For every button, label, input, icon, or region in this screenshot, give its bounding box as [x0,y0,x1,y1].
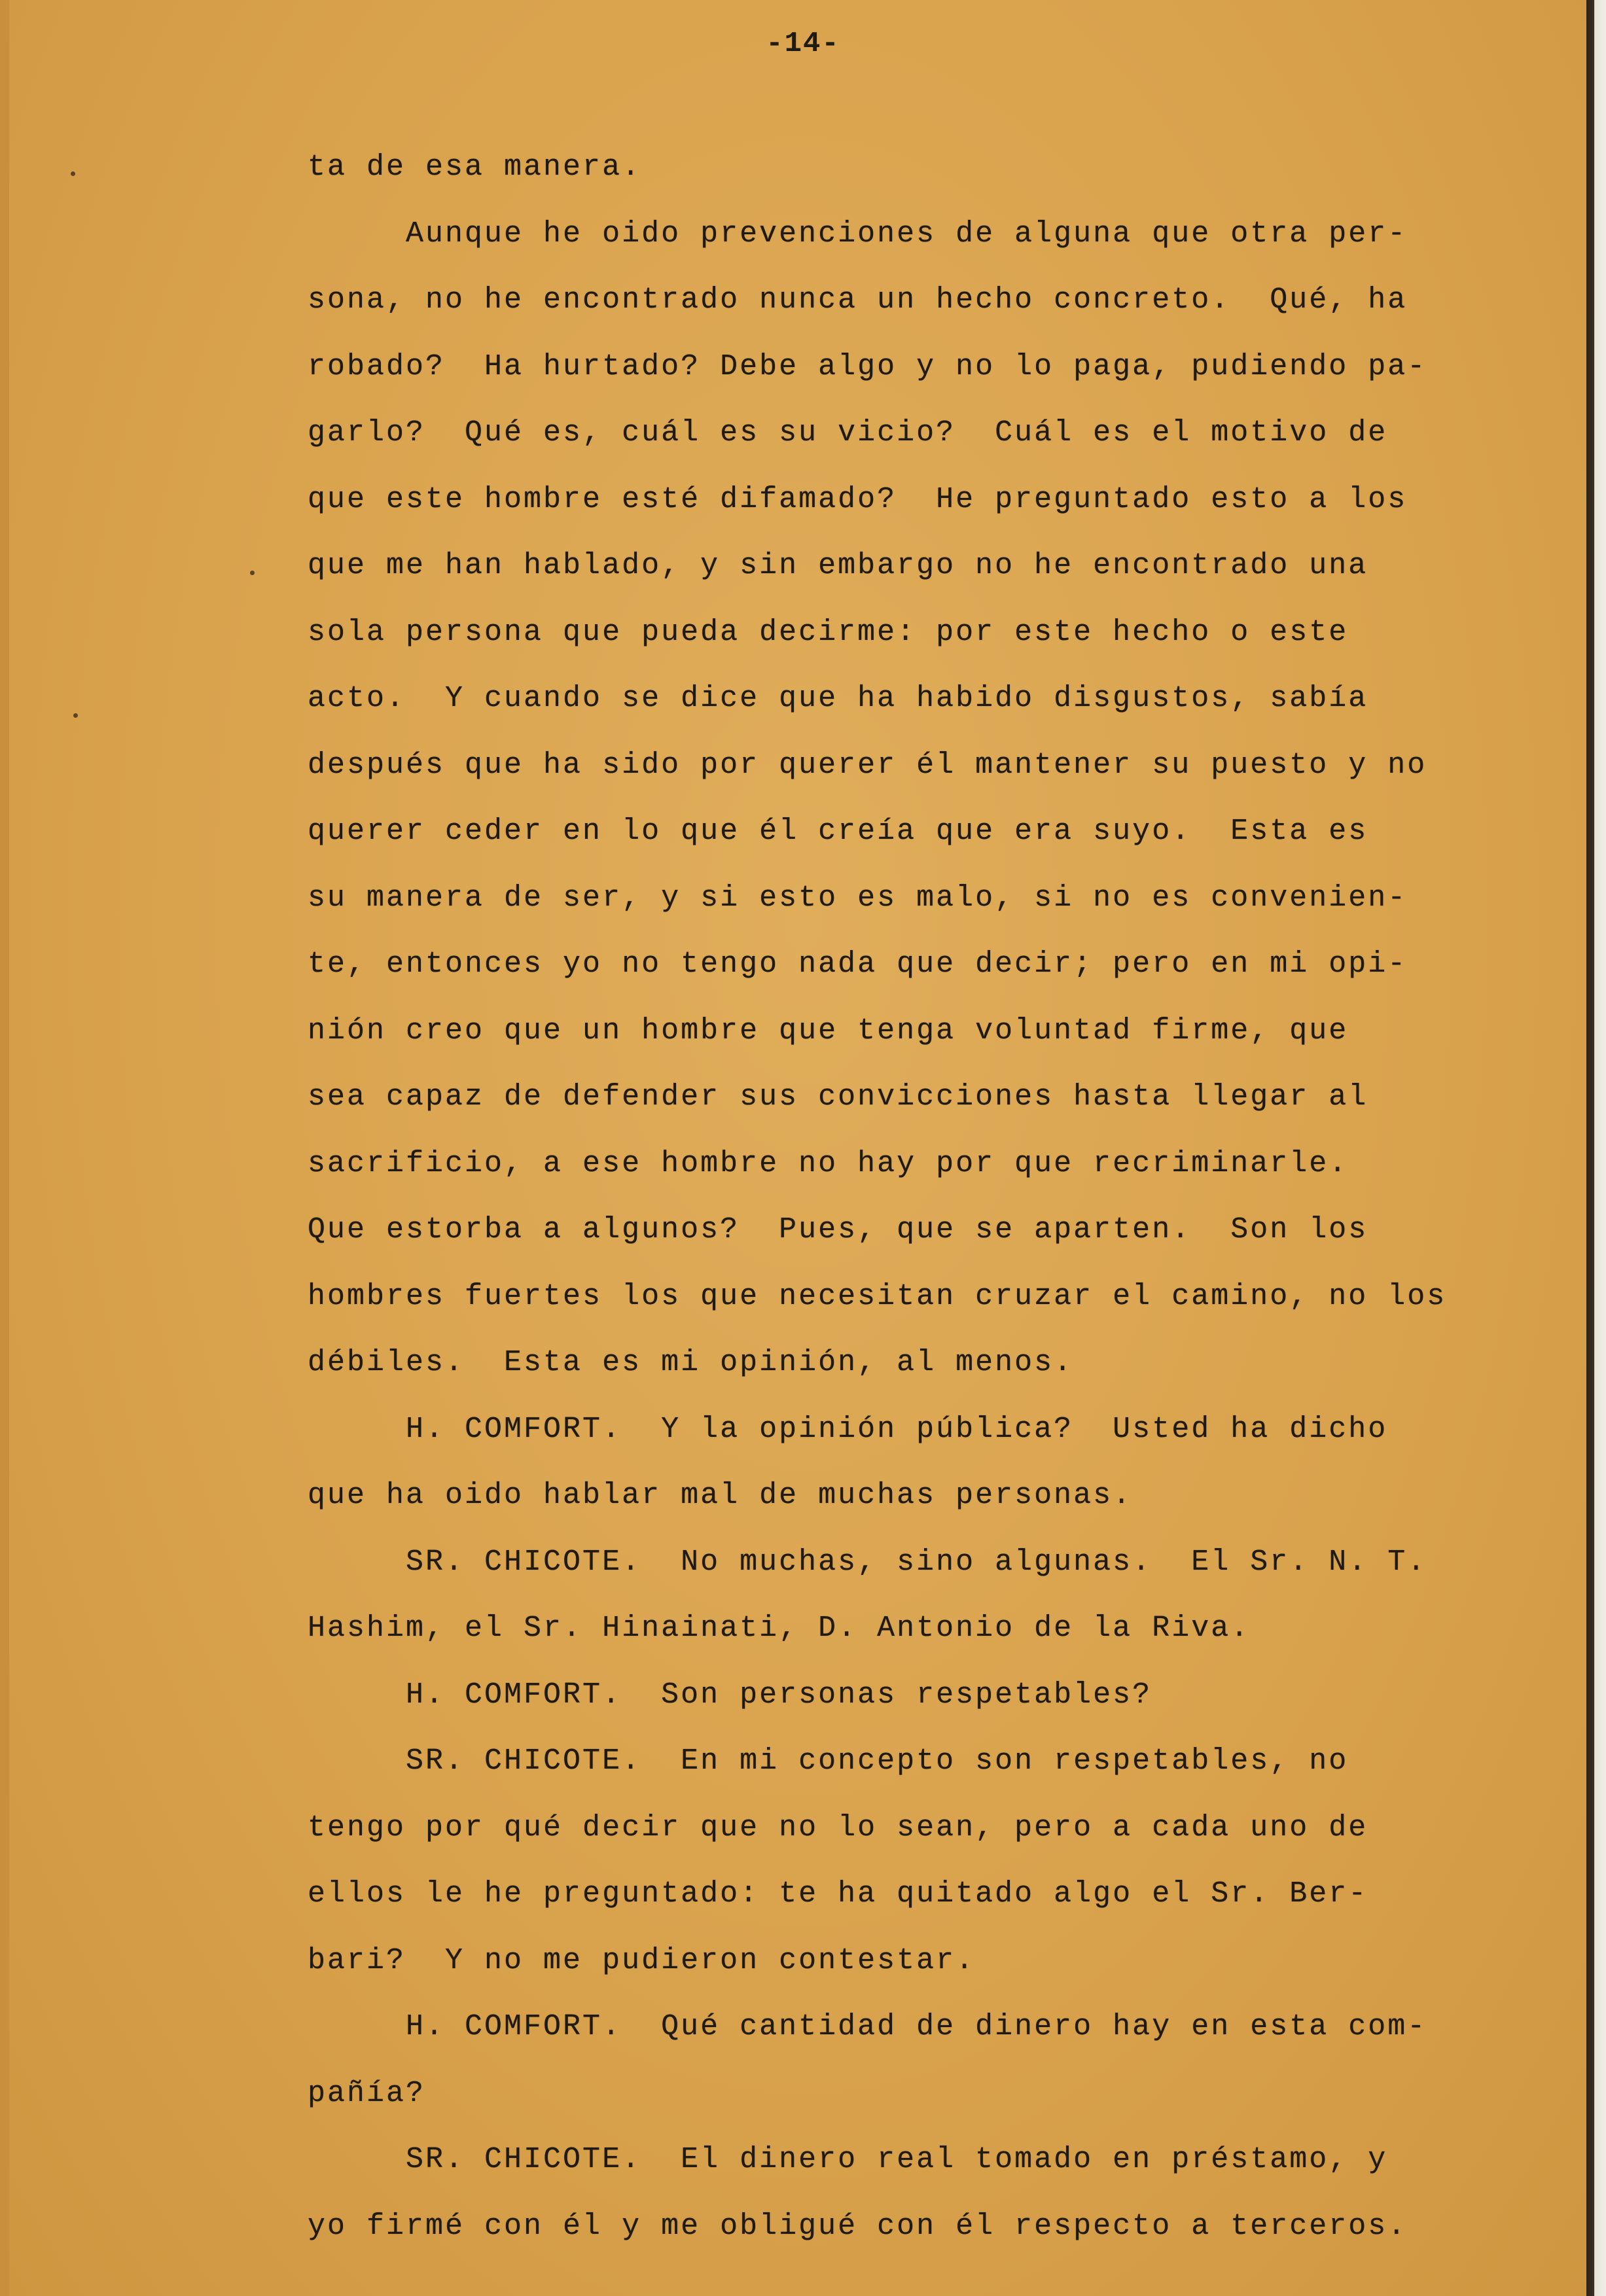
text-line: sona, no he encontrado nunca un hecho concreto. Qué, ha [308,283,1408,317]
text-line: H. COMFORT. Y la opinión pública? Usted ha dicho [308,1412,1388,1446]
text-line: ellos le he preguntado: te ha quitado algo el Sr. Ber- [308,1877,1368,1911]
stain-mark [73,713,78,718]
text-line: ta de esa manera. [308,150,642,184]
text-line: sea capaz de defender sus convicciones hasta llegar al [308,1080,1368,1114]
text-line: débiles. Esta es mi opinión, al menos. [308,1346,1074,1379]
text-line: H. COMFORT. Son personas respetables? [308,1678,1152,1712]
text-line: SR. CHICOTE. En mi concepto son respetables, no [308,1744,1349,1778]
text-line: H. COMFORT. Qué cantidad de dinero hay en esta com- [308,2010,1427,2043]
text-line: querer ceder en lo que él creía que era suyo. Esta es [308,815,1368,848]
paper-left-edge [0,0,9,2296]
text-line: sacrificio, a ese hombre no hay por que recriminarle. [308,1146,1349,1180]
text-line: que ha oido hablar mal de muchas personas. [308,1479,1133,1512]
text-line: su manera de ser, y si esto es malo, si no es convenien- [308,881,1408,915]
text-line: Hashim, el Sr. Hinainati, D. Antonio de la Riva. [308,1612,1251,1645]
stain-mark [71,171,75,176]
page-number: -14- [766,27,840,60]
scanner-bed-edge [1586,0,1606,2296]
text-line: Aunque he oido prevenciones de alguna que otra per- [308,217,1408,251]
text-line: nión creo que un hombre que tenga voluntad firme, que [308,1014,1349,1048]
text-line: Que estorba a algunos? Pues, que se aparten. Son los [308,1213,1368,1246]
text-line: que este hombre esté difamado? He preguntado esto a los [308,482,1408,516]
document-body [308,134,1472,2259]
stain-mark [250,571,255,575]
text-line: que me han hablado, y sin embargo no he encontrado una [308,549,1368,582]
text-line: hombres fuertes los que necesitan cruzar el camino, no los [308,1279,1447,1313]
text-line: SR. CHICOTE. El dinero real tomado en préstamo, y [308,2143,1388,2176]
text-line: después que ha sido por querer él mantener su puesto y no [308,748,1427,782]
text-line: garlo? Qué es, cuál es su vicio? Cuál es el motivo de [308,416,1388,450]
text-line: tengo por qué decir que no lo sean, pero a cada uno de [308,1810,1368,1845]
text-line: te, entonces yo no tengo nada que decir; pero en mi opi- [308,947,1408,981]
text-line: acto. Y cuando se dice que ha habido disgustos, sabía [308,682,1368,715]
text-line: SR. CHICOTE. No muchas, sino algunas. El Sr. N. T. [308,1545,1427,1579]
text-line: robado? Ha hurtado? Debe algo y no lo paga, pudiendo pa- [308,349,1427,383]
text-line: bari? Y no me pudieron contestar. [308,1943,976,1977]
text-line: pañía? [308,2076,426,2110]
text-line: yo firmé con él y me obligué con él respecto a terceros. [308,2209,1408,2243]
text-line: sola persona que pueda decirme: por este hecho o este [308,615,1349,649]
